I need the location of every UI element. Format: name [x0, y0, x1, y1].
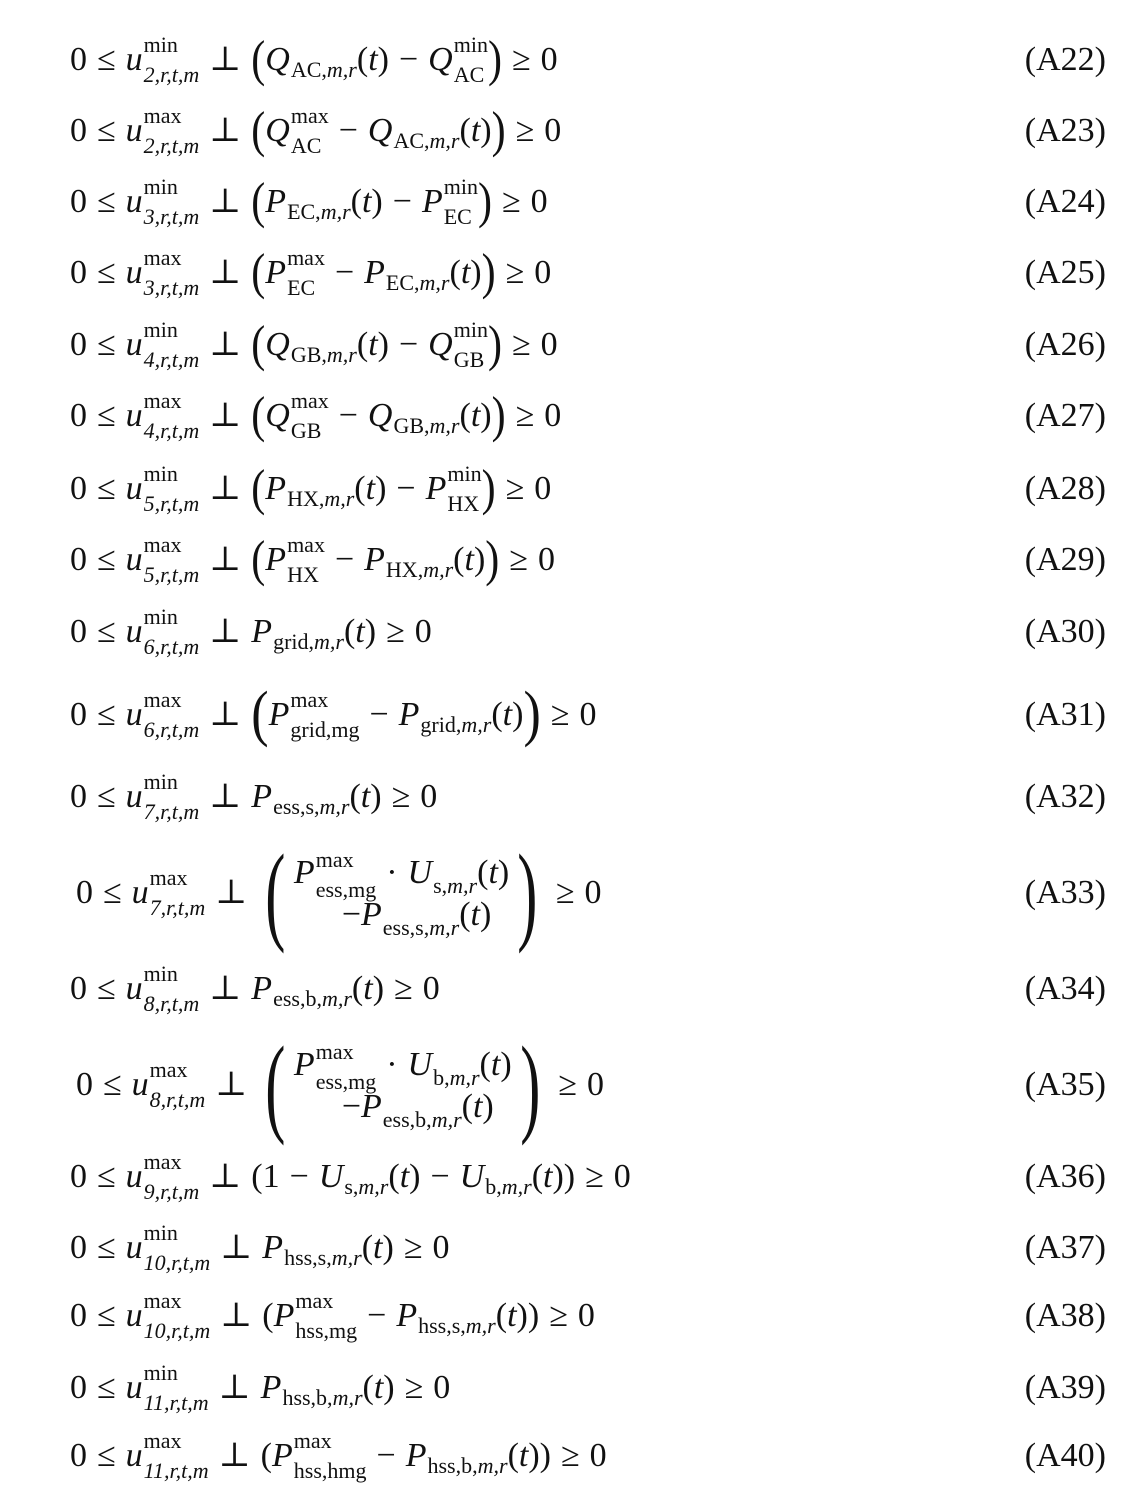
equation-row — [70, 532, 1110, 588]
equation-row — [70, 32, 1110, 88]
equation-math: 0 ≤ u max 5,r,t,m ⊥ ( P max HX − P HX,m,r ( t ) ) ≥ 0 — [70, 532, 555, 588]
equation-number: (A28) — [1024, 470, 1106, 507]
equation-number: (A26) — [1024, 326, 1106, 363]
equation-number: (A27) — [1024, 397, 1106, 434]
equation-math: 0 ≤ u max 8,r,t,m ⊥ ( P max ess,mg · $U_{b,m,r}(t)$ $-P_{ess,b,m,r}(t)$ ) ≥ 0 — [76, 1024, 604, 1146]
equation-number: (A35) — [1024, 1066, 1106, 1103]
equation-math: 0 ≤ u min 11,r,t,m ⊥ P hss,b,m,r ( t ) ≥ 0 — [70, 1360, 451, 1415]
equation-number: (A33) — [1024, 874, 1106, 911]
equation-math: 0 ≤ u max 9,r,t,m ⊥ (1 − U s,m,r ( t ) − U b,m,r ( t )) ≥ 0 — [70, 1149, 631, 1204]
equation-math: 0 ≤ u min 6,r,t,m ⊥ P grid,m,r ( t ) ≥ 0 — [70, 604, 432, 659]
stacked-expression: P max ess,mg · $U_{b,m,r}(t)$ $-P_{ess,b,m,r}(t)$ — [293, 1039, 512, 1133]
equation-number: (A31) — [1024, 696, 1106, 733]
equation-number: (A23) — [1024, 112, 1106, 149]
equation-row — [70, 317, 1110, 373]
equation-number: (A36) — [1024, 1158, 1106, 1195]
equation-number: (A32) — [1024, 778, 1106, 815]
equation-row — [70, 1428, 1110, 1483]
equation-math: 0 ≤ u min 10,r,t,m ⊥ P hss,s,m,r ( t ) ≥ 0 — [70, 1220, 450, 1275]
equation-math: 0 ≤ u max 7,r,t,m ⊥ ( P max ess,mg · $U_{s,m,r}(t)$ $-P_{ess,s,m,r}(t)$ ) ≥ 0 — [76, 832, 602, 954]
equation-math: 0 ≤ u min 4,r,t,m ⊥ ( Q GB,m,r ( t ) − Q min GB ) ≥ 0 — [70, 317, 558, 373]
equation-row — [70, 1149, 1110, 1204]
equation-row — [76, 832, 1116, 954]
equation-math: 0 ≤ u min 8,r,t,m ⊥ P ess,b,m,r ( t ) ≥ 0 — [70, 961, 440, 1016]
equation-number: (A37) — [1024, 1229, 1106, 1266]
equation-number: (A25) — [1024, 254, 1106, 291]
equation-math: 0 ≤ u min 3,r,t,m ⊥ ( P EC,m,r ( t ) − P min EC ) ≥ 0 — [70, 174, 548, 230]
equation-math: 0 ≤ u max 6,r,t,m ⊥ ( P max grid,mg − P grid,m,r ( t ) ) ≥ 0 — [70, 680, 597, 749]
equation-number: (A34) — [1024, 970, 1106, 1007]
equation-math: 0 ≤ u min 5,r,t,m ⊥ ( P HX,m,r ( t ) − P min HX ) ≥ 0 — [70, 461, 552, 517]
equation-row — [70, 1220, 1110, 1275]
equation-math: 0 ≤ u max 4,r,t,m ⊥ ( Q max GB − Q GB,m,r ( t ) ) ≥ 0 — [70, 388, 562, 444]
equation-number: (A29) — [1024, 541, 1106, 578]
equation-number: (A22) — [1024, 41, 1106, 78]
equation-math: 0 ≤ u max 11,r,t,m ⊥ ( P max hss,hmg − P hss,b,m,r ( t )) ≥ 0 — [70, 1428, 607, 1483]
equation-number: (A40) — [1024, 1437, 1106, 1474]
equation-row — [70, 961, 1110, 1016]
equation-number: (A30) — [1024, 613, 1106, 650]
equation-row — [70, 461, 1110, 517]
equation-math: 0 ≤ u max 10,r,t,m ⊥ ( P max hss,mg − P hss,s,m,r ( t )) ≥ 0 — [70, 1288, 595, 1343]
equation-math: 0 ≤ u max 2,r,t,m ⊥ ( Q max AC − Q AC,m,r ( t ) ) ≥ 0 — [70, 103, 562, 159]
equation-row — [70, 103, 1110, 159]
equation-math: 0 ≤ u min 2,r,t,m ⊥ ( Q AC,m,r ( t ) − Q min AC ) ≥ 0 — [70, 32, 558, 88]
equation-row — [70, 245, 1110, 301]
stacked-expression: P max ess,mg · $U_{s,m,r}(t)$ $-P_{ess,s,m,r}(t)$ — [293, 847, 510, 941]
equation-row — [70, 1288, 1110, 1343]
equation-row — [70, 1360, 1110, 1415]
equation-row — [70, 680, 1110, 749]
equation-math: 0 ≤ u max 3,r,t,m ⊥ ( P max EC − P EC,m,r ( t ) ) ≥ 0 — [70, 245, 552, 301]
equation-number: (A39) — [1024, 1369, 1106, 1406]
equation-row — [70, 769, 1110, 824]
equation-math: 0 ≤ u min 7,r,t,m ⊥ P ess,s,m,r ( t ) ≥ 0 — [70, 769, 438, 824]
equation-number: (A38) — [1024, 1297, 1106, 1334]
equation-number: (A24) — [1024, 183, 1106, 220]
equation-row — [76, 1024, 1116, 1146]
equation-row — [70, 388, 1110, 444]
equation-row — [70, 174, 1110, 230]
equation-row — [70, 604, 1110, 659]
